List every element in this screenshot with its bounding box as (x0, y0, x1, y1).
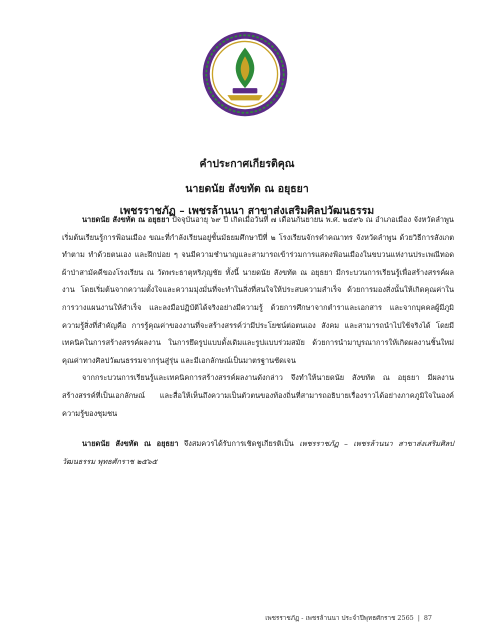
award-title-closing: เพชรราชภัฏ – เพชรล้านนา สาขาส่งเสริมศิลปวัฒนธรรม พุทธศักราช ๒๕๖๕ (62, 439, 454, 466)
honoree-name-inline: นายดนัย สังขทัต ณ อยุธยา (82, 215, 170, 224)
seal-emblem-base (233, 88, 258, 93)
seal-emblem-pedestal (227, 95, 262, 100)
honoree-name-closing: นายดนัย สังขทัต ณ อยุธยา (82, 439, 179, 449)
paragraph-3-text: จึงสมควรได้รับการเชิดชูเกียรติเป็น (178, 439, 300, 449)
citation-body (62, 211, 454, 470)
award-title: เพชรราชภัฏ – เพชรล้านนา สาขาส่งเสริมศิลปวัฒนธรรม (119, 205, 375, 217)
paragraph-2: จากกระบวนการเรียนรู้และเทคนิคการสร้างสรรค์ผลงานดังกล่าว จึงทำให้นายดนัย สังขทัต ณ อยุธยา มีผลงานสร้างสรรค์ที่เป็นเอกลักษณ์ และสื่อให้เห็นถึงความเป็นตัวตนของท้องถิ่นที่สามารถอธิบายเรื่องราวได้อย่างภาคภูมิใจในองค์ความรู้ของชุมชน (62, 373, 454, 418)
paragraph-3 (62, 435, 454, 470)
paragraph-1-text: ปัจจุบันอายุ ๖๙ ปี เกิดเมื่อวันที่ ๗ เดือนกันยายน พ.ศ. ๒๔๙๖ ณ อำเภอเมือง จังหวัดลำพูน เริ่มต้นเรียนรู้การฟ้อนเมือง ขณะที่กำลังเรียนอยู่ชั้นมัธยมศึกษาปีที่ ๒ โรงเรียนจักรคำคณาทร จังหวัดลำพูน ด้วยวิธีการสังเกต ทำตาม ทำด้วยตนเอง และฝึกบ่อย ๆ จนมีความชำนาญและสามารถเข้าร่วมการแสดงฟ้อนเมืองในขบวนแห่งานประเพณีทอดผ้าป่าสามัคคีของโรงเรียน ณ วัดพระธาตุหริภุญชัย ทั้งนี้ นายดนัย สังขทัต ณ อยุธยา มีกระบวนการเรียนรู้เพื่อสร้างสรรค์ผลงาน โดยเริ่มต้นจากความตั้งใจและความมุ่งมั่นที่จะทำในสิ่งที่สนใจให้ประสบความสำเร็จ ด้วยการมองสิ่งนั้นให้เกิดคุณค่าในการวางแผนงานให้สำเร็จ และลงมือปฏิบัติได้จริงอย่างมีความรู้ ด้วยการศึกษาจากตำราและเอกสาร และจากบุคคลผู้มีภูมิความรู้สิ่งที่สำคัญคือ การรู้คุณค่าของงานที่จะสร้างสรรค์ว่ามีประโยชน์ต่อตนเอง สังคม และสามารถนำไปใช้จริงได้ โดยมีเทคนิคในการสร้างสรรค์ผลงาน ในการยึดรูปแบบดั้งเดิมและรูปแบบร่วมสมัย ด้วยการนำมาบูรณาการให้เกิดผลงานชิ้นใหม่คุณค่าทางศิลปวัฒนธรรมจากรุ่นสู่รุ่น และมีเอกลักษณ์เป็นมาตรฐานชัดเจน (62, 215, 454, 365)
footer-separator: | (417, 614, 420, 622)
university-seal-logo (201, 30, 289, 118)
page-number: 87 (423, 614, 432, 622)
page-footer (265, 613, 432, 623)
page-title: คำประกาศเกียรติคุณ (199, 158, 295, 170)
footer-text: เพชรราชภัฏ - เพชรล้านนา ประจำปีพุทธศักราช 2565 (265, 614, 414, 622)
paragraph-1 (62, 211, 454, 369)
honoree-name: นายดนัย สังขทัต ณ อยุธยา (185, 183, 309, 195)
